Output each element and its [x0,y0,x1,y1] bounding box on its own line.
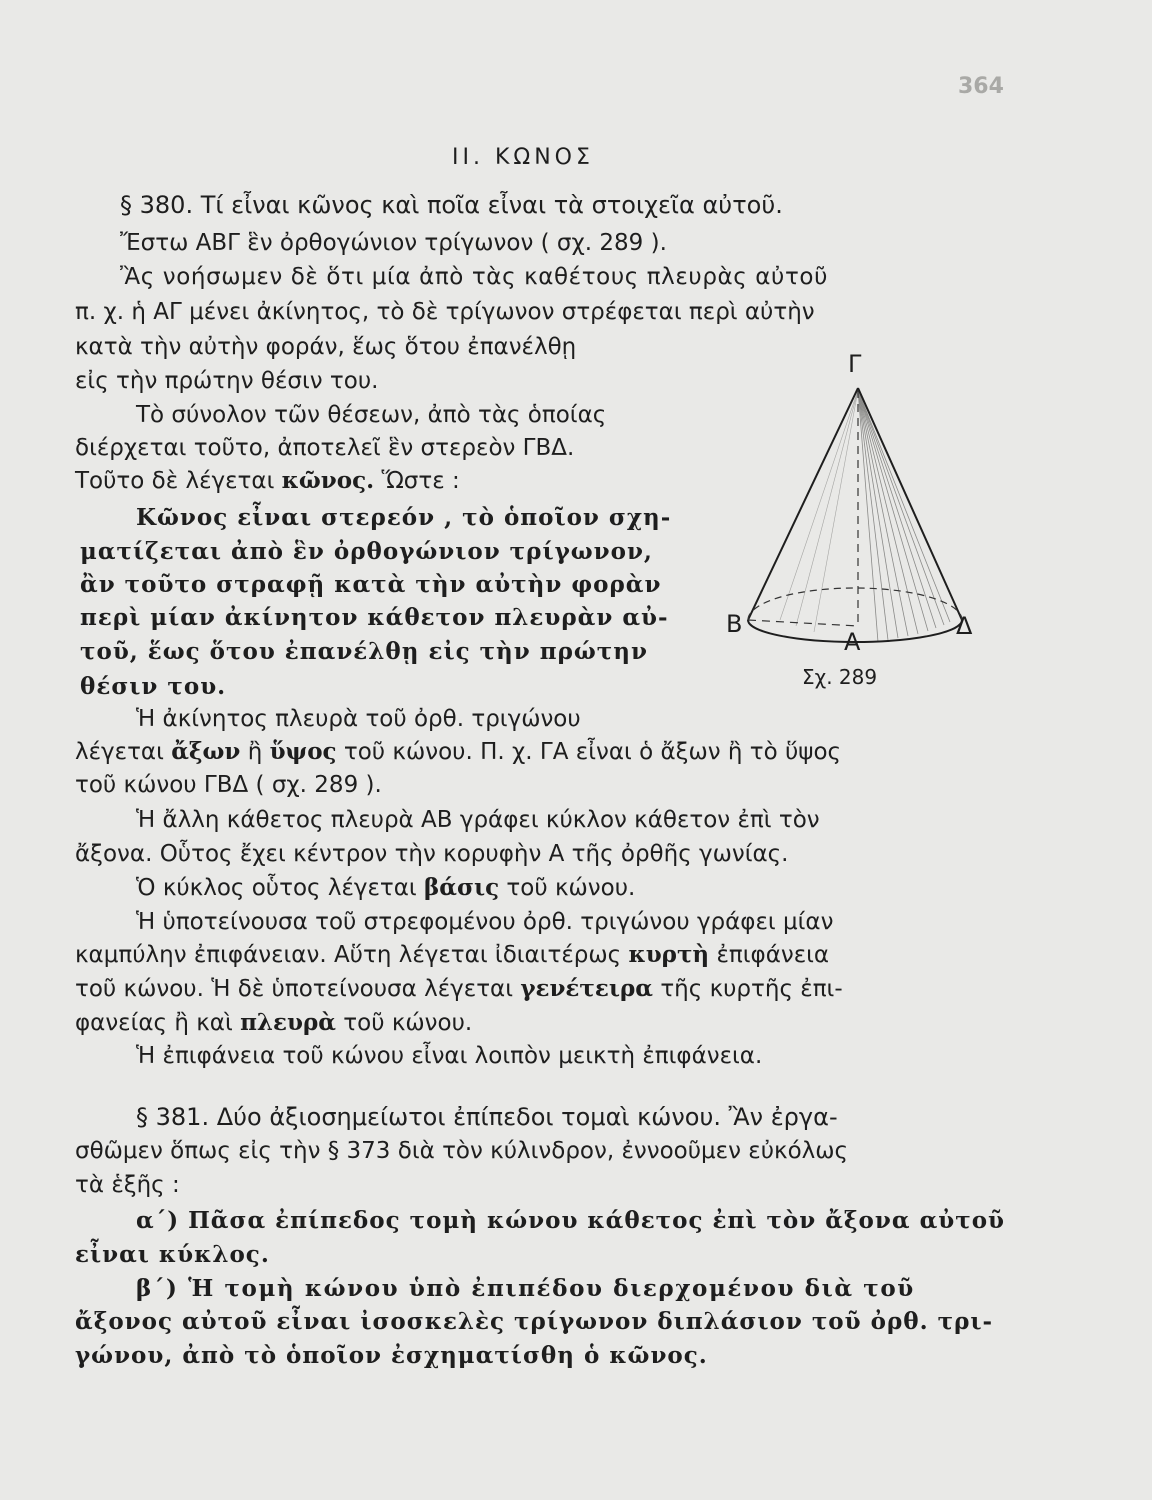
text-run: τῆς κυρτῆς ἐπι- [660,976,843,1002]
paragraph-line: π. χ. ἡ ΑΓ μένει ἀκίνητος, τὸ δὲ τρίγωνον στρέφεται περὶ αὐτὴν [75,299,815,325]
point-d-label: Δ [956,612,973,640]
text-run: Ὁ κύκλος οὗτος λέγεται [136,875,417,901]
statement-line: ἄξονος αὐτοῦ εἶναι ἰσοσκελὲς τρίγωνον διπλάσιον τοῦ ὀρθ. τρι- [75,1308,994,1335]
paragraph-line: Ἡ ὑποτείνουσα τοῦ στρεφομένου ὀρθ. τριγώνου γράφει μίαν [136,909,834,935]
hatch-line [858,390,918,634]
paragraph-line: τοῦ κώνου ΓΒΔ ( σχ. 289 ). [75,772,382,798]
base-radius [748,620,858,626]
paragraph-line: διέρχεται τοῦτο, ἀποτελεῖ ἓν στερεὸν ΓΒΔ. [75,435,575,461]
paragraph-line: Ἂς νοήσωμεν δὲ ὅτι μία ἀπὸ τὰς καθέτους πλευρὰς αὐτοῦ [120,264,828,290]
paragraph-line [75,940,829,970]
hatch-line [814,390,858,632]
paragraph-line: Ἡ ἐπιφάνεια τοῦ κώνου εἶναι λοιπὸν μεικτὴ ἐπιφάνεια. [136,1043,763,1069]
definition-line: θέσιν του. [80,673,227,700]
paragraph-line [75,737,841,767]
hatch-line [858,390,898,638]
hatch-line [858,390,936,628]
paragraph-line [136,873,635,903]
text-run: Ὥστε : [381,468,460,494]
paragraph-line [75,974,843,1004]
hatch-line [796,390,858,626]
text-run: καμπύλην ἐπιφάνειαν. Αὕτη λέγεται ἰδιαιτέρως [75,942,622,968]
definition-line: ματίζεται ἀπὸ ἓν ὀρθογώνιον τρίγωνον, [80,538,653,565]
section-380-title: § 380. Τί εἶναι κῶνος καὶ ποῖα εἶναι τὰ στοιχεῖα αὐτοῦ. [120,191,783,219]
text-run: τοῦ κώνου. [506,875,636,901]
point-b-label: Β [726,610,743,638]
text-run: ἐπιφάνεια [716,942,830,968]
hatch-line [858,390,928,631]
statement-line: εἶναι κύκλος. [75,1241,270,1268]
statement-line: α΄) Πᾶσα ἐπίπεδος τομὴ κώνου κάθετος ἐπὶ τὸν ἄξονα αὐτοῦ [136,1207,1005,1234]
term-convex: κυρτὴ [628,941,710,968]
text-run: τοῦ κώνου. Ἡ δὲ ὑποτείνουσα λέγεται [75,976,513,1002]
base-back-edge [748,588,962,620]
definition-line: περὶ μίαν ἀκίνητον κάθετον πλευρὰν αὐ- [80,604,669,631]
chapter-heading: II. ΚΩΝΟΣ [452,145,594,170]
text-run: λέγεται [75,739,164,765]
page-number: 364 [958,74,1004,99]
paragraph-line: τὰ ἑξῆς : [75,1172,180,1198]
hatch-line [858,390,944,625]
term-base: βάσις [424,874,500,901]
paragraph-line: κατὰ τὴν αὐτὴν φοράν, ἕως ὅτου ἐπανέλθῃ [75,334,577,360]
text-run: Τοῦτο δὲ λέγεται [75,468,275,494]
term-axis: ἄξων [171,738,241,765]
term-height: ὕψος [269,738,337,765]
term-side: πλευρὰ [240,1009,336,1036]
definition-line: Κῶνος εἶναι στερεόν , τὸ ὁποῖον σχη- [136,504,672,531]
paragraph-line: ἄξονα. Οὗτος ἔχει κέντρον τὴν κορυφὴν Α τῆς ὀρθῆς γωνίας. [75,841,789,867]
cone-figure [720,350,1000,700]
definition-line: ἂν τοῦτο στραφῇ κατὰ τὴν αὐτὴν φορὰν [80,571,662,598]
paragraph-line: Τὸ σύνολον τῶν θέσεων, ἀπὸ τὰς ὁποίας [136,402,607,428]
paragraph-line: Ἡ ἀκίνητος πλευρὰ τοῦ ὀρθ. τριγώνου [136,706,581,732]
definition-line: τοῦ, ἕως ὅτου ἐπανέλθῃ εἰς τὴν πρώτην [80,638,648,665]
apex-label: Γ [848,350,862,378]
point-a-label: Α [844,628,861,656]
paragraph-line: Ἔστω ΑΒΓ ἓν ὀρθογώνιον τρίγωνον ( σχ. 289 ). [120,230,667,256]
text-run: ἢ [247,739,263,765]
paragraph-line: εἰς τὴν πρώτην θέσιν του. [75,368,379,394]
paragraph-line [75,466,460,496]
term-generatrix: γενέτειρα [520,975,654,1002]
text-run: φανείας ἢ καὶ [75,1010,233,1036]
paragraph-line: σθῶμεν ὅπως εἰς τὴν § 373 διὰ τὸν κύλινδρον, ἐννοοῦμεν εὐκόλως [75,1138,849,1164]
cone-left-side [748,388,858,620]
statement-line: β΄) Ἡ τομὴ κώνου ὑπὸ ἐπιπέδου διερχομένου διὰ τοῦ [136,1275,915,1302]
paragraph-line: Ἡ ἄλλη κάθετος πλευρὰ ΑΒ γράφει κύκλον κάθετον ἐπὶ τὸν [136,807,820,833]
term-cone: κῶνος. [281,467,375,494]
text-run: τοῦ κώνου. Π. χ. ΓΑ εἶναι ὁ ἄξων ἢ τὸ ὕψος [343,739,842,765]
figure-caption: Σχ. 289 [802,665,878,689]
statement-line: γώνου, ἀπὸ τὸ ὁποῖον ἐσχηματίσθη ὁ κῶνος. [75,1342,708,1369]
paragraph-line [75,1008,472,1038]
text-run: τοῦ κώνου. [343,1010,473,1036]
section-381-title: § 381. Δύο ἀξιοσημείωτοι ἐπίπεδοι τομαὶ κώνου. Ἂν ἐργα- [136,1103,838,1131]
hatch-line [780,390,858,620]
